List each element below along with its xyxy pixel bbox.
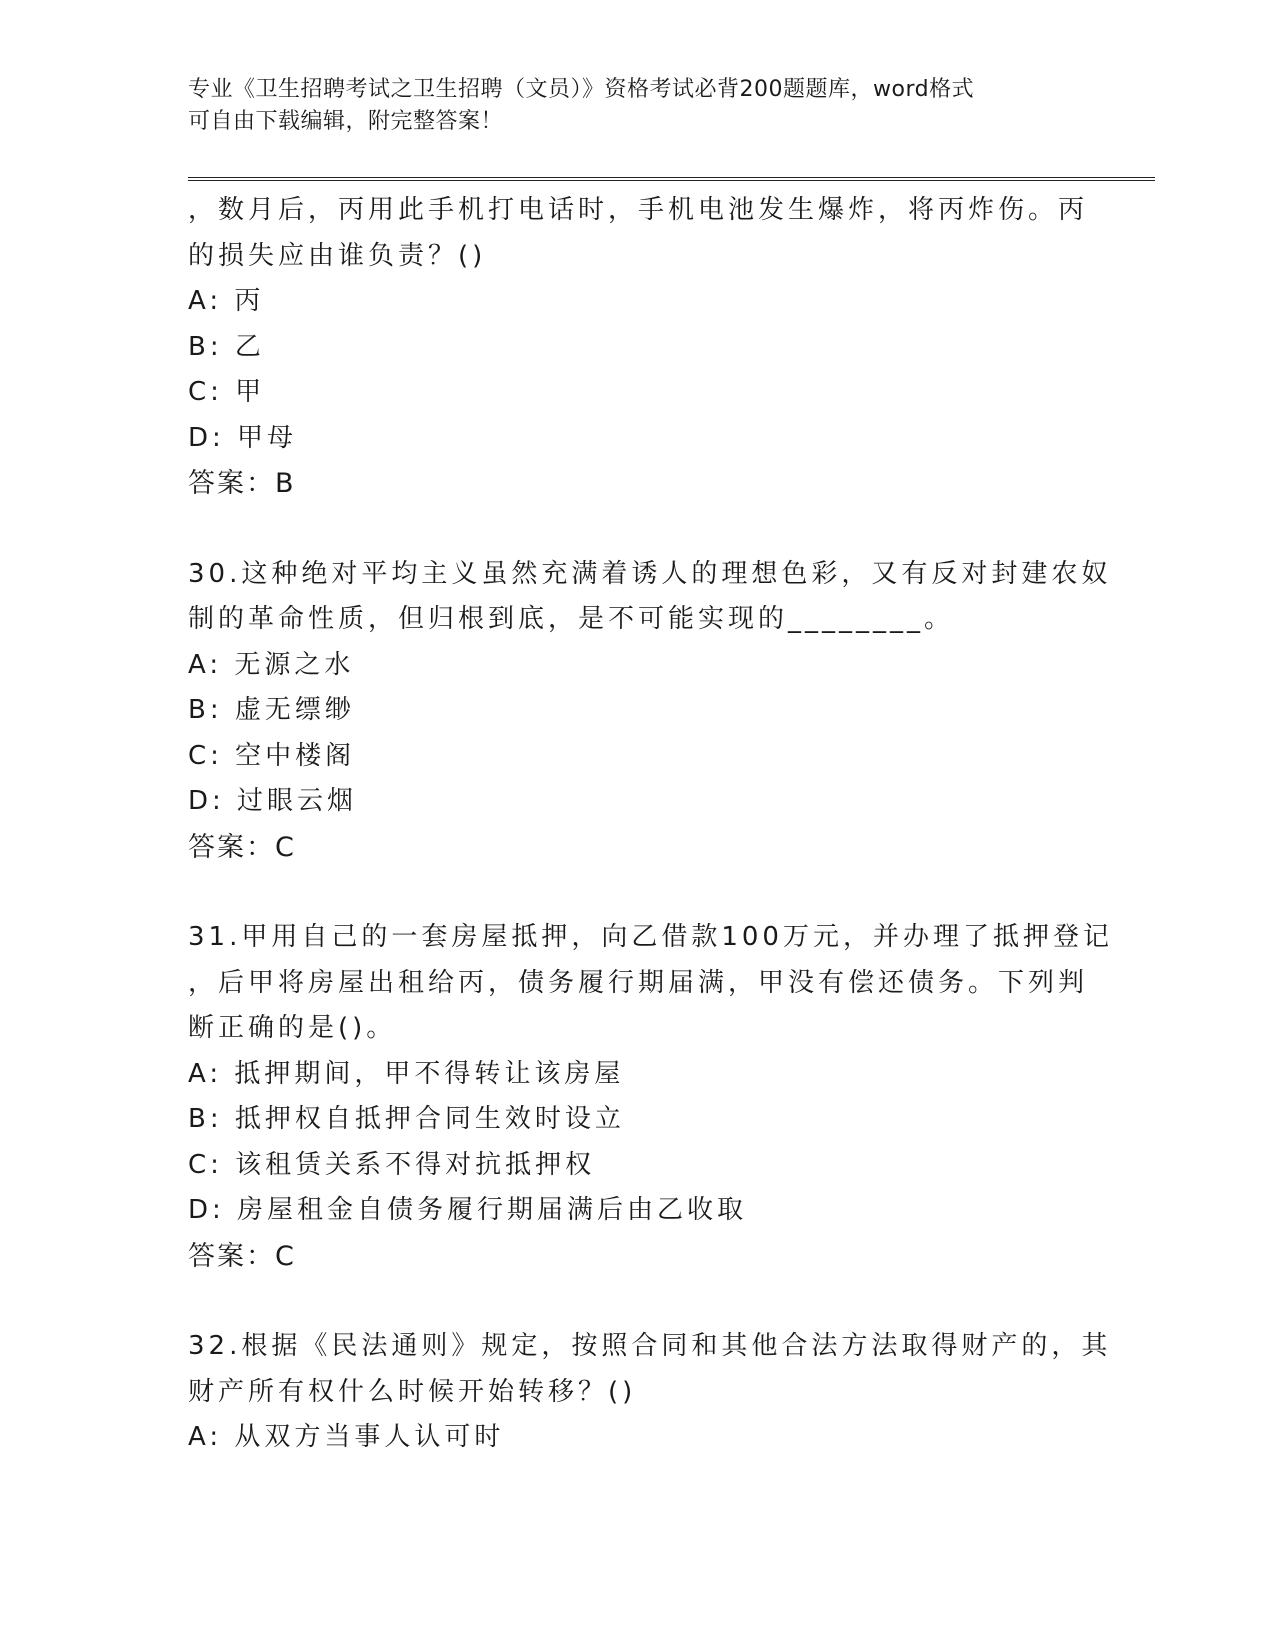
option-d: D: 过眼云烟 <box>188 786 358 816</box>
question-29-continued <box>188 188 1088 507</box>
option-b: B: 虚无缥缈 <box>188 695 355 725</box>
spacer <box>188 507 1088 552</box>
question-stem-line: 32.根据《民法通则》规定，按照合同和其他合法方法取得财产的，其 <box>188 1331 1112 1361</box>
header-divider <box>188 177 1155 181</box>
option-a: A: 抵押期间，甲不得转让该房屋 <box>188 1058 625 1089</box>
question-stem-line: 断正确的是()。 <box>188 1013 397 1043</box>
option-a: A: 丙 <box>188 286 265 316</box>
question-30 <box>188 552 1112 871</box>
spacer <box>188 870 1088 915</box>
header-title-line-2: 可自由下载编辑，附完整答案！ <box>188 109 504 134</box>
question-stem-line: 的损失应由谁负责？() <box>188 240 487 271</box>
question-stem-line: 财产所有权什么时候开始转移？() <box>188 1376 637 1407</box>
option-d: D: 甲母 <box>188 422 298 453</box>
option-b: B: 乙 <box>188 331 265 362</box>
question-32 <box>188 1324 1112 1461</box>
answer-line: 答案：B <box>188 468 296 499</box>
question-stem-line: 30.这种绝对平均主义虽然充满着诱人的理想色彩，又有反对封建农奴 <box>188 558 1112 589</box>
question-stem-line: 制的革命性质，但归根到底，是不可能实现的________。 <box>188 604 955 634</box>
option-b: B: 抵押权自抵押合同生效时设立 <box>188 1104 625 1134</box>
question-stem-line: 31.甲用自己的一套房屋抵押，向乙借款100万元，并办理了抵押登记 <box>188 922 1113 952</box>
header-title-line-1: 专业《卫生招聘考试之卫生招聘（文员）》资格考试必背200题题库，word格式 <box>188 77 975 102</box>
answer-line: 答案：C <box>188 1240 296 1272</box>
document-header <box>188 74 1068 138</box>
spacer <box>188 1279 1088 1324</box>
option-d: D: 房屋租金自债务履行期届满后由乙收取 <box>188 1195 748 1225</box>
question-stem-line: ，数月后，丙用此手机打电话时，手机电池发生爆炸，将丙炸伤。丙 <box>188 195 1089 225</box>
option-c: C: 甲 <box>188 377 266 407</box>
option-c: C: 该租赁关系不得对抗抵押权 <box>188 1149 596 1180</box>
option-a: A: 无源之水 <box>188 649 355 680</box>
answer-line: 答案：C <box>188 831 296 863</box>
question-31 <box>188 915 1113 1279</box>
option-c: C: 空中楼阁 <box>188 740 356 771</box>
question-stem-line: ，后甲将房屋出租给丙，债务履行期届满，甲没有偿还债务。下列判 <box>188 967 1089 998</box>
question-list <box>188 188 1113 1461</box>
option-a: A: 从双方当事人认可时 <box>188 1422 505 1452</box>
